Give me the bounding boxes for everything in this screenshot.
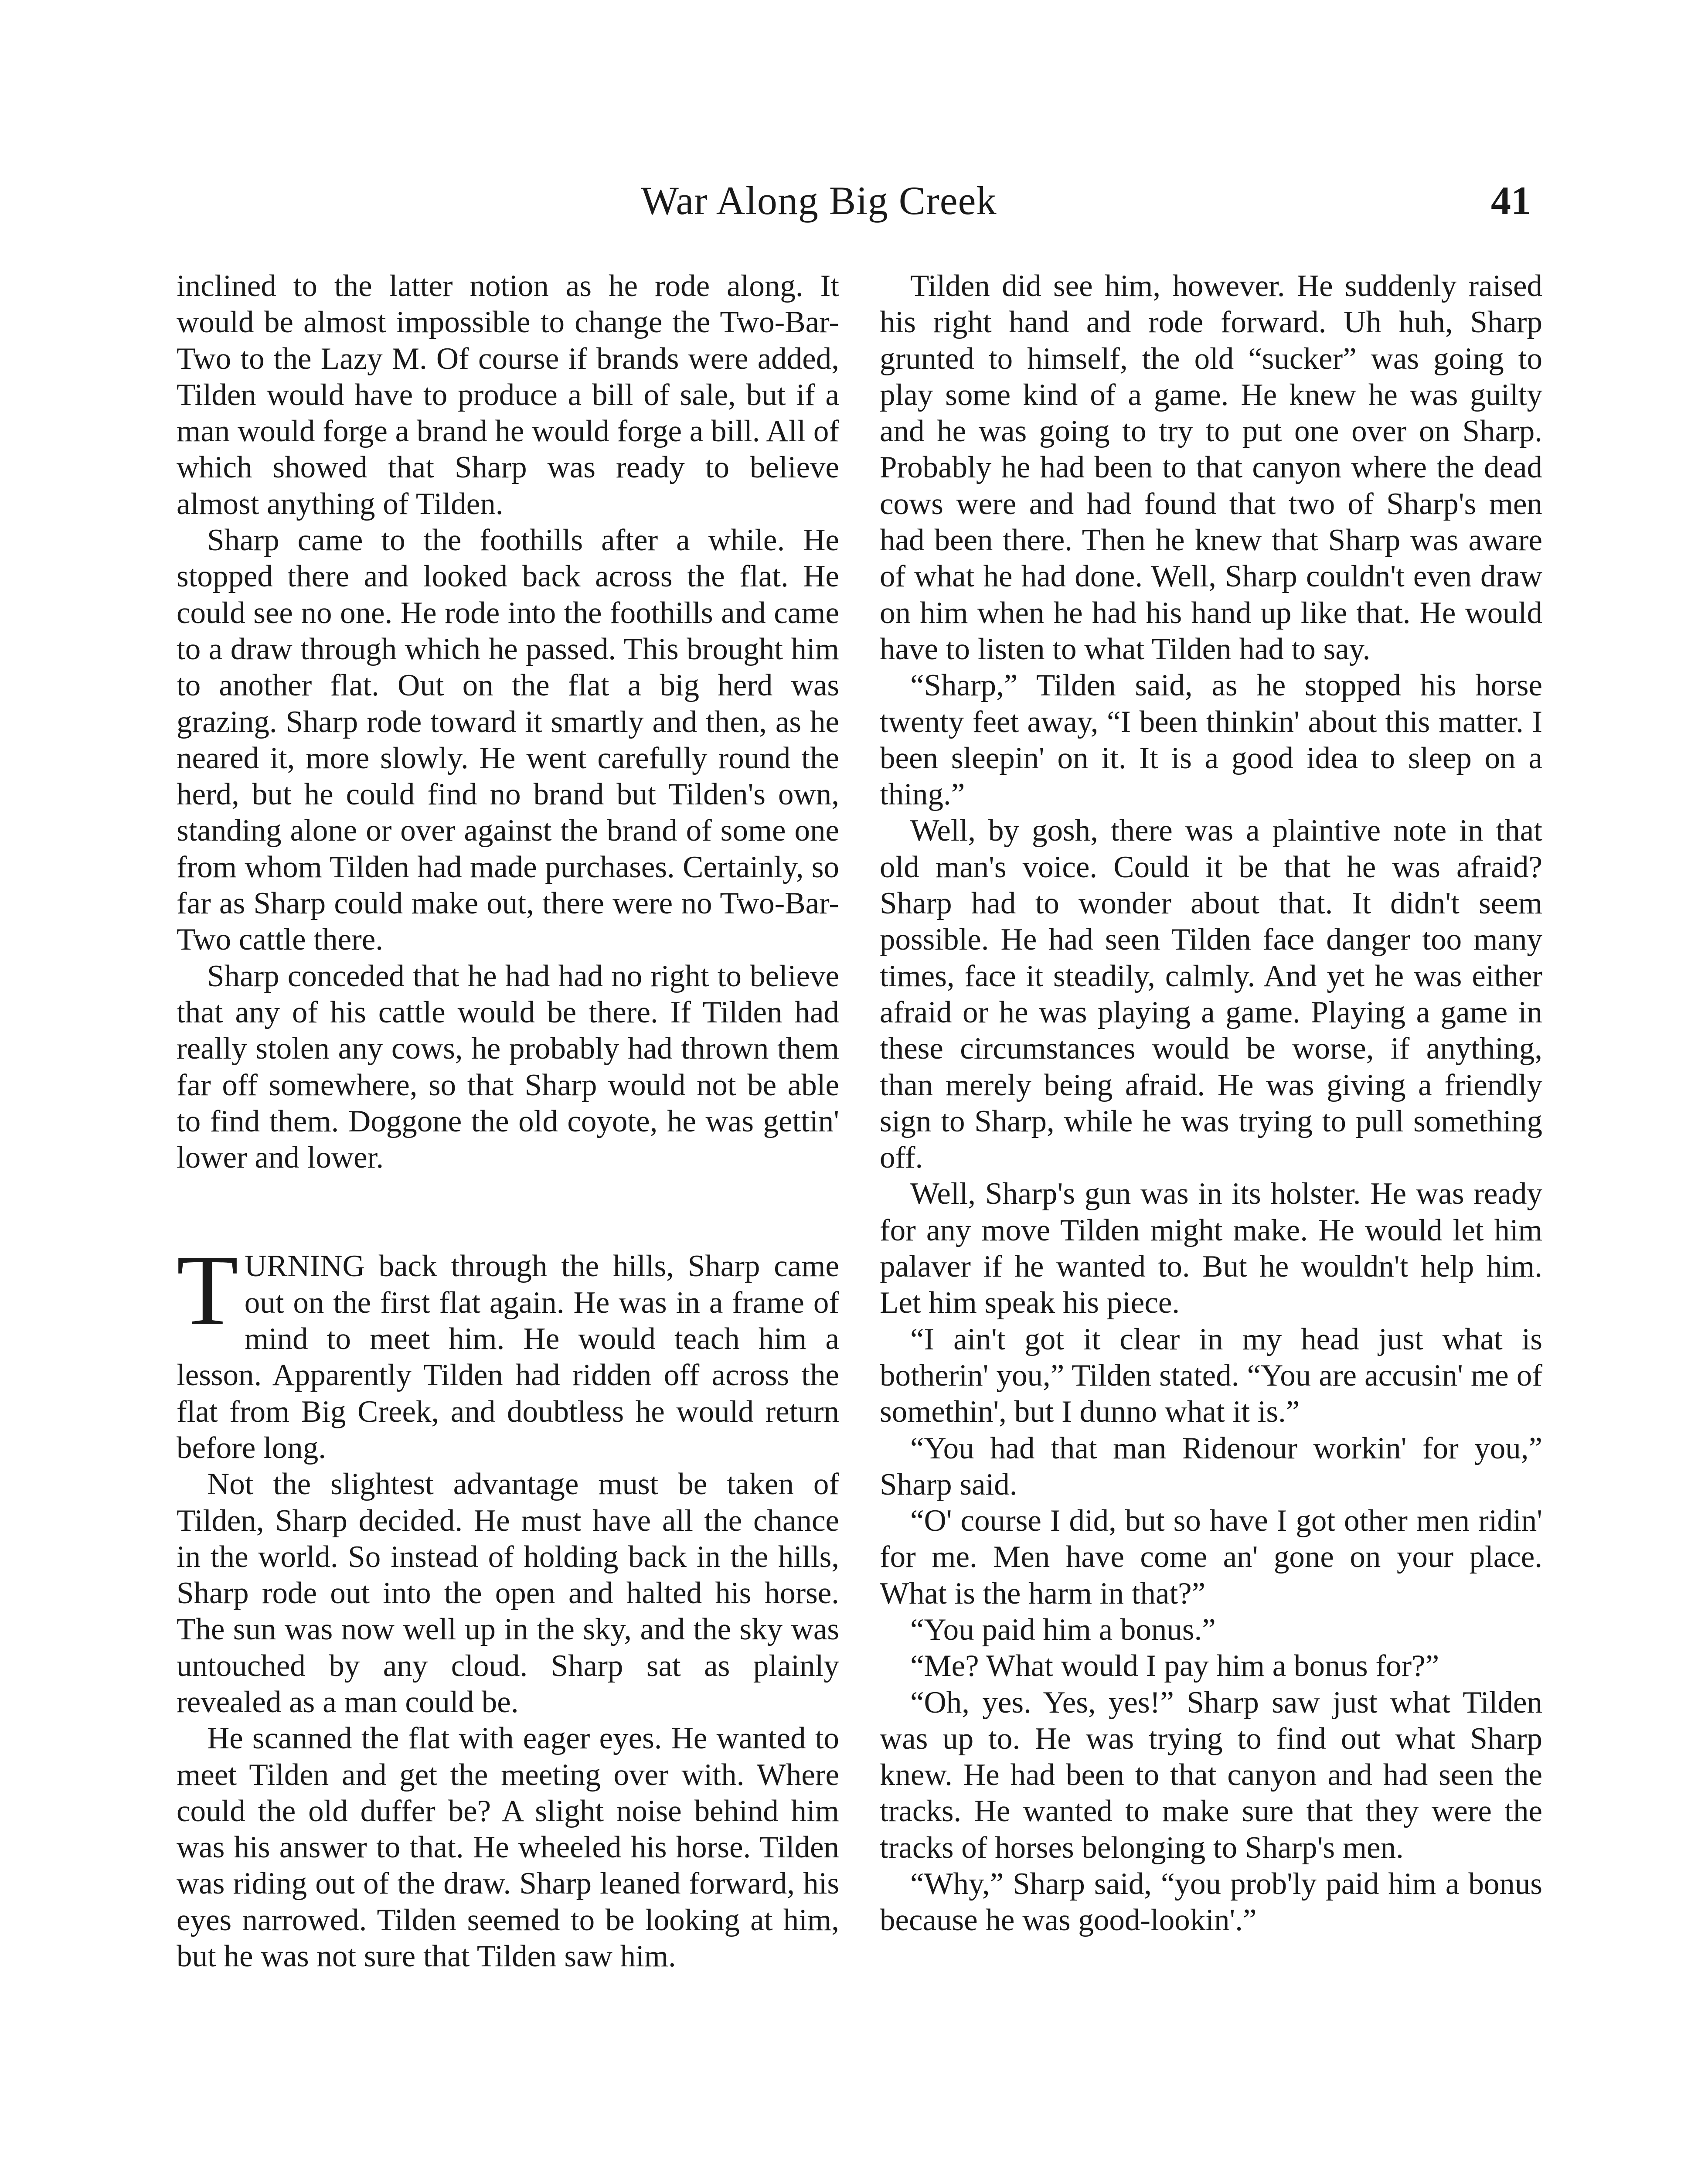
running-title: War Along Big Creek (641, 178, 997, 223)
paragraph-text: back through the hills, Sharp came out on the first flat again. He was in a frame of mind to meet him. He would teach him a lesson. Apparently Tilden had ridden off across the flat from Big Creek, and doubtless he would return before long. (177, 1249, 839, 1465)
right-column (880, 268, 1542, 1939)
paragraph: “You paid him a bonus.” (910, 1612, 1216, 1647)
paragraph: Sharp conceded that he had had no right to believe that any of his cattle would be there. If Tilden had really stolen any cows, he probably had thrown them far off somewhere, so that Sharp would not be able to find them. Doggone the old coyote, he was gettin' lower and lower. (177, 959, 839, 1175)
paragraph: inclined to the latter notion as he rode along. It would be almost impossible to change the Two-Bar-Two to the Lazy M. Of course if brands were added, Tilden would have to produce a bill of sale, but if a man would forge a brand he would forge a bill. All of which showed that Sharp was ready to believe almost anything of Tilden. (177, 269, 839, 521)
paragraph: “Me? What would I pay him a bonus for?” (910, 1649, 1439, 1683)
paragraph: “Sharp,” Tilden said, as he stopped his horse twenty feet away, “I been thinkin' about this matter. I been sleepin' on it. It is a good idea to sleep on a thing.” (880, 668, 1542, 812)
page-number: 41 (1491, 178, 1531, 223)
drop-cap-letter: T (177, 1234, 238, 1347)
left-column (177, 268, 839, 1975)
page-header (0, 172, 1708, 229)
dropcap-paragraph (177, 1234, 839, 1466)
paragraph: He scanned the flat with eager eyes. He wanted to meet Tilden and get the meeting over with. Where could the old duffer be? A slight noise behind him was his answer to that. He wheeled his horse. Tilden was riding out of the draw. Sharp leaned forward, his eyes narrowed. Tilden seemed to be looking at him, but he was not sure that Tilden saw him. (177, 1721, 839, 1974)
paragraph: Well, Sharp's gun was in its holster. He was ready for any move Tilden might make. He would let him palaver if he wanted to. But he wouldn't help him. Let him speak his piece. (880, 1177, 1542, 1320)
paragraph: Well, by gosh, there was a plaintive note in that old man's voice. Could it be that he was afraid? Sharp had to wonder about that. It didn't seem possible. He had seen Tilden face danger too many times, face it steadily, calmly. And yet he was either afraid or he was playing a game. Playing a game in these circumstances would be worse, if anything, than merely being afraid. He was giving a friendly sign to Sharp, while he was trying to pull something off. (880, 814, 1542, 1175)
paragraph: “I ain't got it clear in my head just what is botherin' you,” Tilden stated. “You are accusin' me of somethin', but I dunno what it is.” (880, 1322, 1542, 1429)
paragraph: “Why,” Sharp said, “you prob'ly paid him a bonus because he was good-lookin'.” (880, 1867, 1542, 1938)
paragraph: Not the slightest advantage must be taken of Tilden, Sharp decided. He must have all the chance in the world. So instead of holding back in the hills, Sharp rode out into the open and halted his horse. The sun was now well up in the sky, and the sky was untouched by any cloud. Sharp sat as plainly revealed as a man could be. (177, 1467, 839, 1719)
small-caps-lead: URNING (244, 1249, 365, 1284)
paragraph: “O' course I did, but so have I got other men ridin' for me. Men have come an' gone on your place. What is the harm in that?” (880, 1504, 1542, 1611)
paragraph: “Oh, yes. Yes, yes!” Sharp saw just what Tilden was up to. He was trying to find out what Sharp knew. He had been to that canyon and had seen the tracks. He wanted to make sure that they were the tracks of horses belonging to Sharp's men. (880, 1685, 1542, 1865)
section-break (177, 1176, 839, 1248)
paragraph: Sharp came to the foothills after a while. He stopped there and looked back across the flat. He could see no one. He rode into the foothills and came to a draw through which he passed. This brought him to another flat. Out on the flat a big herd was grazing. Sharp rode toward it smartly and then, as he neared it, more slowly. He went carefully round the herd, but he could find no brand but Tilden's own, standing alone or over against the brand of some one from whom Tilden had made purchases. Certainly, so far as Sharp could make out, there were no Two-Bar-Two cattle there. (177, 523, 839, 957)
paragraph: Tilden did see him, however. He suddenly raised his right hand and rode forward. Uh huh, Sharp grunted to himself, the old “sucker” was going to play some kind of a game. He knew he was guilty and he was going to try to put one over on Sharp. Probably he had been to that canyon where the dead cows were and had found that two of Sharp's men had been there. Then he knew that Sharp was aware of what he had done. Well, Sharp couldn't even draw on him when he had his hand up like that. He would have to listen to what Tilden had to say. (880, 269, 1542, 666)
paragraph: “You had that man Ridenour workin' for you,” Sharp said. (880, 1431, 1542, 1502)
